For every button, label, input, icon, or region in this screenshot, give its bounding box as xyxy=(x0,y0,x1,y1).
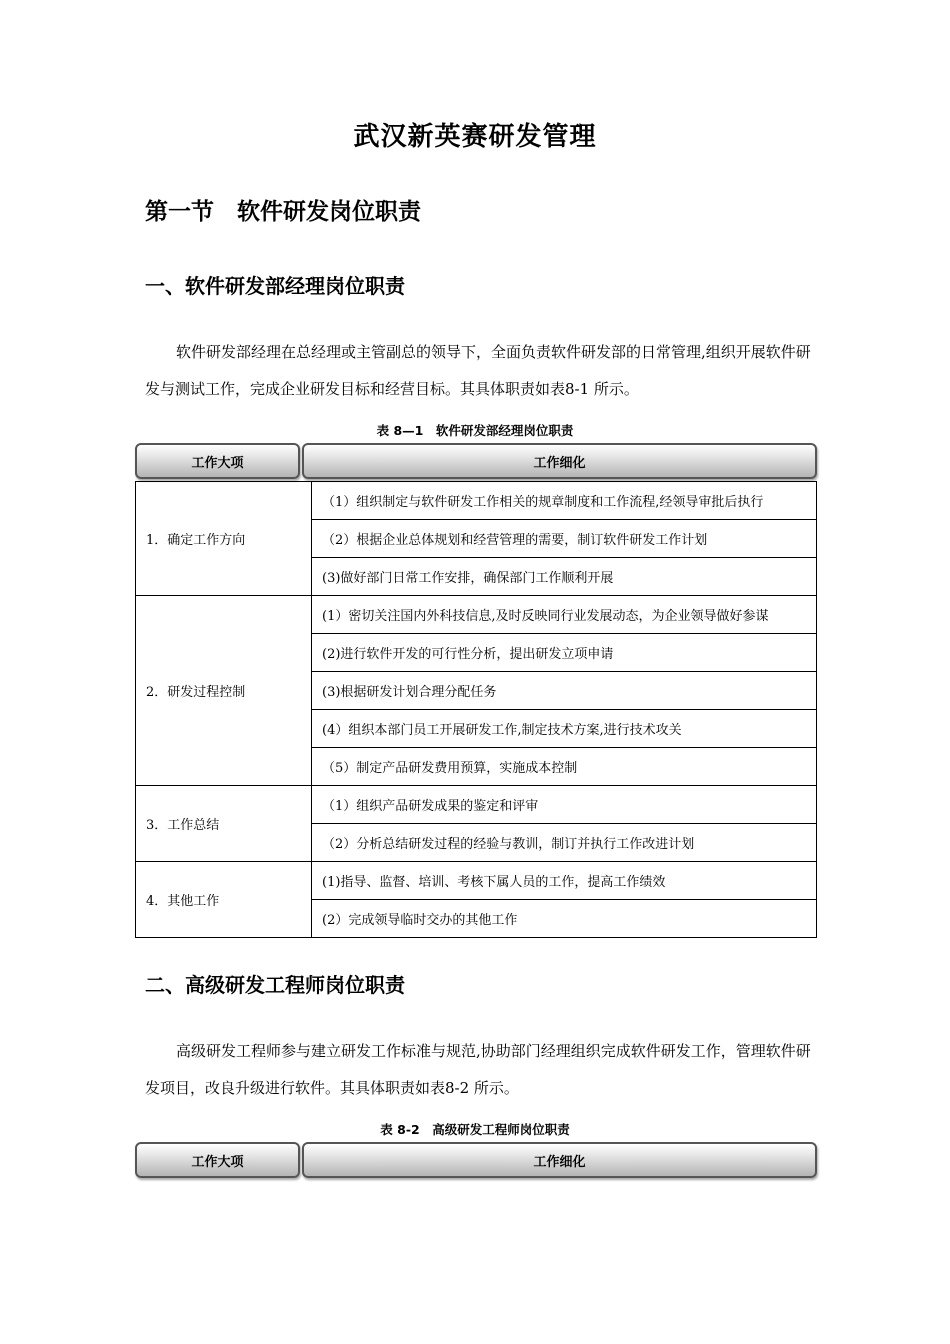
table1-category-4: 4．其他工作 xyxy=(136,862,312,938)
table-row xyxy=(136,862,817,900)
table1-detail: (4）组织本部门员工开展研发工作,制定技术方案,进行技术攻关 xyxy=(312,710,817,748)
table1-detail: （1）组织制定与软件研发工作相关的规章制度和工作流程,经领导审批后执行 xyxy=(312,482,817,520)
table1-body xyxy=(135,481,817,938)
table1-header-detail: 工作细化 xyxy=(302,443,817,479)
table1-detail: (2）完成领导临时交办的其他工作 xyxy=(312,900,817,938)
table1-category-2: 2．研发过程控制 xyxy=(136,596,312,786)
part1-heading: 一、软件研发部经理岗位职责 xyxy=(145,274,405,298)
table1-category-1: 1．确定工作方向 xyxy=(136,482,312,596)
table2-header-detail: 工作细化 xyxy=(302,1142,817,1178)
table1-detail: (3)做好部门日常工作安排，确保部门工作顺利开展 xyxy=(312,558,817,596)
part1-paragraph: 软件研发部经理在总经理或主管副总的领导下，全面负责软件研发部的日常管理,组织开展软件研发与测试工作，完成企业研发目标和经营目标。其具体职责如表8-1 所示。 xyxy=(145,343,811,398)
table1-header-category: 工作大项 xyxy=(135,443,300,479)
table1-detail: (1）密切关注国内外科技信息,及时反映同行业发展动态，为企业领导做好参谋 xyxy=(312,596,817,634)
table1-category-3: 3．工作总结 xyxy=(136,786,312,862)
table-row xyxy=(136,482,817,520)
table1-detail: （1）组织产品研发成果的鉴定和评审 xyxy=(312,786,817,824)
part2-heading: 二、高级研发工程师岗位职责 xyxy=(145,973,405,997)
table1-detail: (1)指导、监督、培训、考核下属人员的工作，提高工作绩效 xyxy=(312,862,817,900)
table1-detail: （5）制定产品研发费用预算，实施成本控制 xyxy=(312,748,817,786)
section-heading: 第一节 软件研发岗位职责 xyxy=(145,198,421,225)
part2-paragraph: 高级研发工程师参与建立研发工作标准与规范,协助部门经理组织完成软件研发工作，管理软件研发项目，改良升级进行软件。其具体职责如表8-2 所示。 xyxy=(145,1042,811,1097)
table2-header-category: 工作大项 xyxy=(135,1142,300,1178)
table1-detail: （2）分析总结研发过程的经验与教训，制订并执行工作改进计划 xyxy=(312,824,817,862)
table1-detail: (3)根据研发计划合理分配任务 xyxy=(312,672,817,710)
table1-detail: (2)进行软件开发的可行性分析，提出研发立项申请 xyxy=(312,634,817,672)
table1-caption: 表 8—1 软件研发部经理岗位职责 xyxy=(376,423,574,438)
table-row xyxy=(136,786,817,824)
table2-caption: 表 8-2 高级研发工程师岗位职责 xyxy=(380,1122,570,1137)
table1-detail: （2）根据企业总体规划和经营管理的需要，制订软件研发工作计划 xyxy=(312,520,817,558)
table-row xyxy=(136,596,817,634)
page-title: 武汉新英赛研发管理 xyxy=(353,122,597,152)
